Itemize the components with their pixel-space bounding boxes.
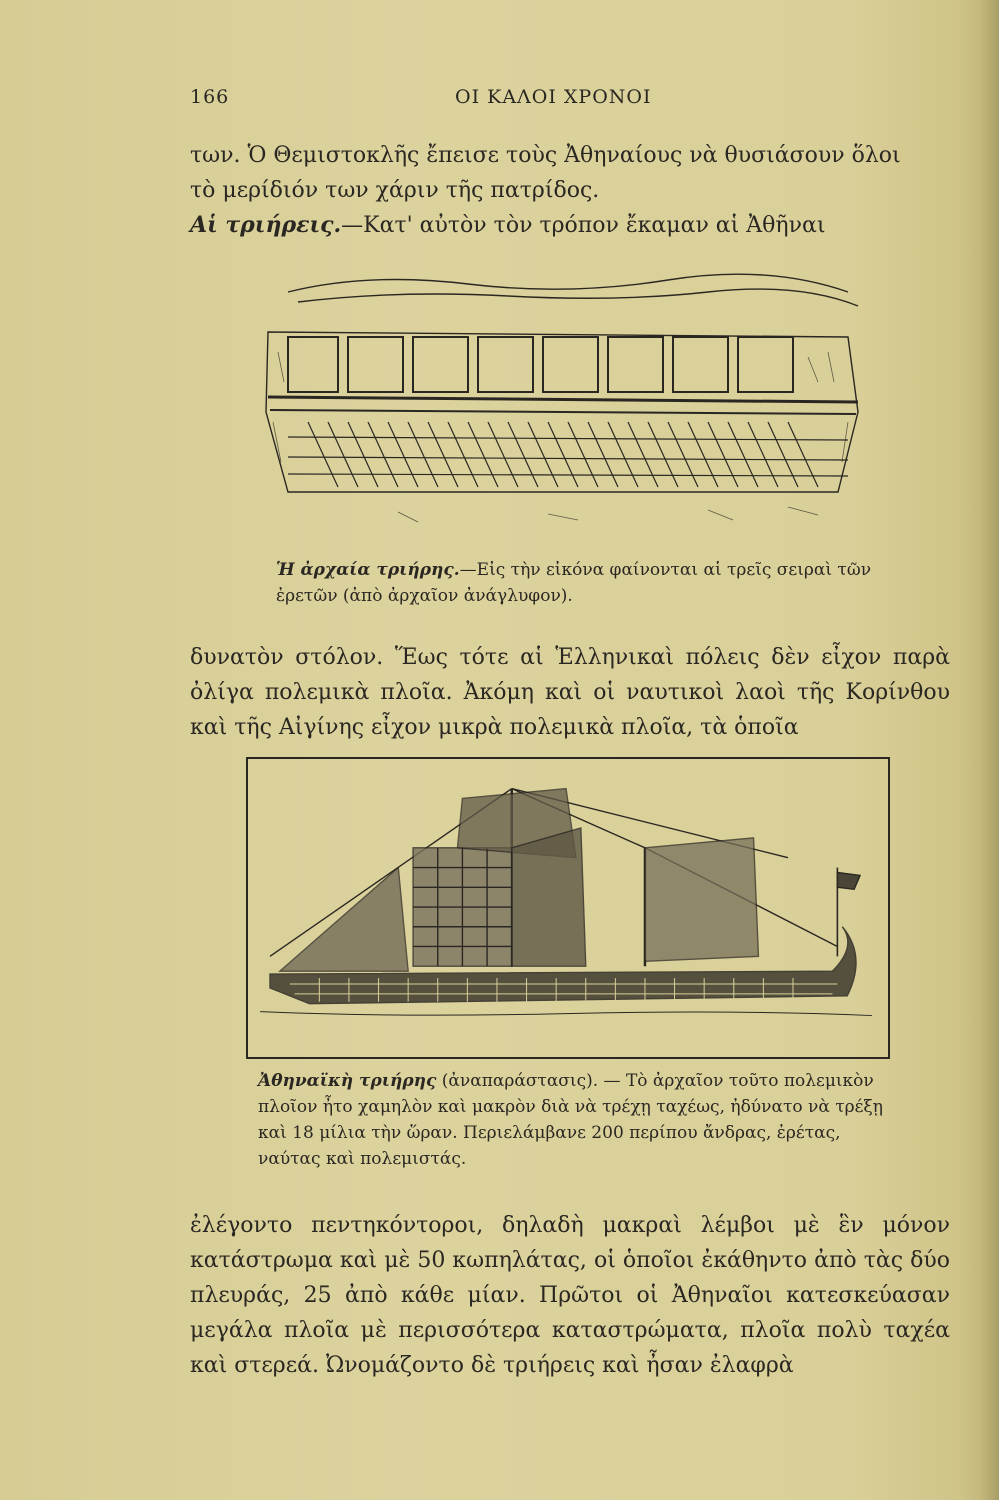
figure1-caption-title: Ἡ ἀρχαία τριήρης. (276, 560, 460, 580)
figure2-caption-title: Ἀθηναϊκὴ τριήρης (258, 1071, 437, 1091)
text-line (190, 208, 950, 243)
text-line: των. Ὁ Θεμιστοκλῆς ἔπεισε τοὺς Ἀθηναίους νὰ θυσιάσουν ὅλοι (190, 143, 901, 168)
page-edge (977, 0, 999, 1500)
text-block-bottom (190, 1208, 950, 1383)
page-header (190, 86, 950, 116)
paragraph: ἐλέγοντο πεντηκόντοροι, δηλαδὴ μακραὶ λέμβοι μὲ ἓν μόνον κατάστρωμα καὶ μὲ 50 κωπηλάτας, οἱ ὁποῖοι ἐκάθηντο ἀπὸ τὰς δύο πλευράς, 25 ἀπὸ κάθε μίαν. Πρῶτοι οἱ Ἀθηναῖοι κατεσκεύασαν μεγάλα πλοῖα μὲ περισσότερα καταστρώματα, πλοῖα πολὺ ταχέα καὶ στερεά. Ὠνομάζοντο δὲ τριήρεις καὶ ἦσαν ἐλαφρὰ (190, 1213, 950, 1378)
trireme-relief-illustration (248, 262, 878, 552)
figure2-caption-text: (ἀναπαράστασις). — Τὸ ἀρχαῖον τοῦτο πολεμικὸν πλοῖον ἦτο χαμηλὸν καὶ μακρὸν διὰ νὰ τρέχῃ ταχέως, ἠδύνατο νὰ τρέξῃ καὶ 18 μίλια τὴν ὥραν. Περιελάμβανε 200 περίπου ἄνδρας, ἐρέτας, ναύτας καὶ πολεμιστάς. (258, 1071, 883, 1169)
page-number: 166 (190, 86, 230, 108)
text-block-top (190, 138, 950, 243)
text-line: τὸ μερίδιόν των χάριν τῆς πατρίδος. (190, 178, 600, 203)
paragraph: δυνατὸν στόλον. Ἕως τότε αἱ Ἑλληνικαὶ πόλεις δὲν εἶχον παρὰ ὀλίγα πολεμικὰ πλοῖα. Ἀκόμη καὶ οἱ ναυτικοὶ λαοὶ τῆς Κορίνθου καὶ τῆς Αἰγίνης εἶχον μικρὰ πολεμικὰ πλοῖα, τὰ ὁποῖα (190, 645, 950, 740)
athenian-trireme-illustration (246, 757, 890, 1059)
running-title: ΟΙ ΚΑΛΟΙ ΧΡΟΝΟΙ (455, 86, 652, 108)
section-heading: Αἱ τριήρεις. (190, 212, 342, 238)
text-block-middle (190, 640, 950, 745)
figure2-caption (258, 1068, 888, 1172)
figure1-caption (276, 557, 876, 609)
figure1-caption-text: —Εἰς τὴν εἰκόνα φαίνονται αἱ τρεῖς σειραὶ τῶν ἐρετῶν (ἀπὸ ἀρχαῖον ἀνάγλυφον). (276, 560, 872, 606)
text-line-rest: —Κατ' αὐτὸν τὸν τρόπον ἔκαμαν αἱ Ἀθῆναι (341, 213, 826, 238)
